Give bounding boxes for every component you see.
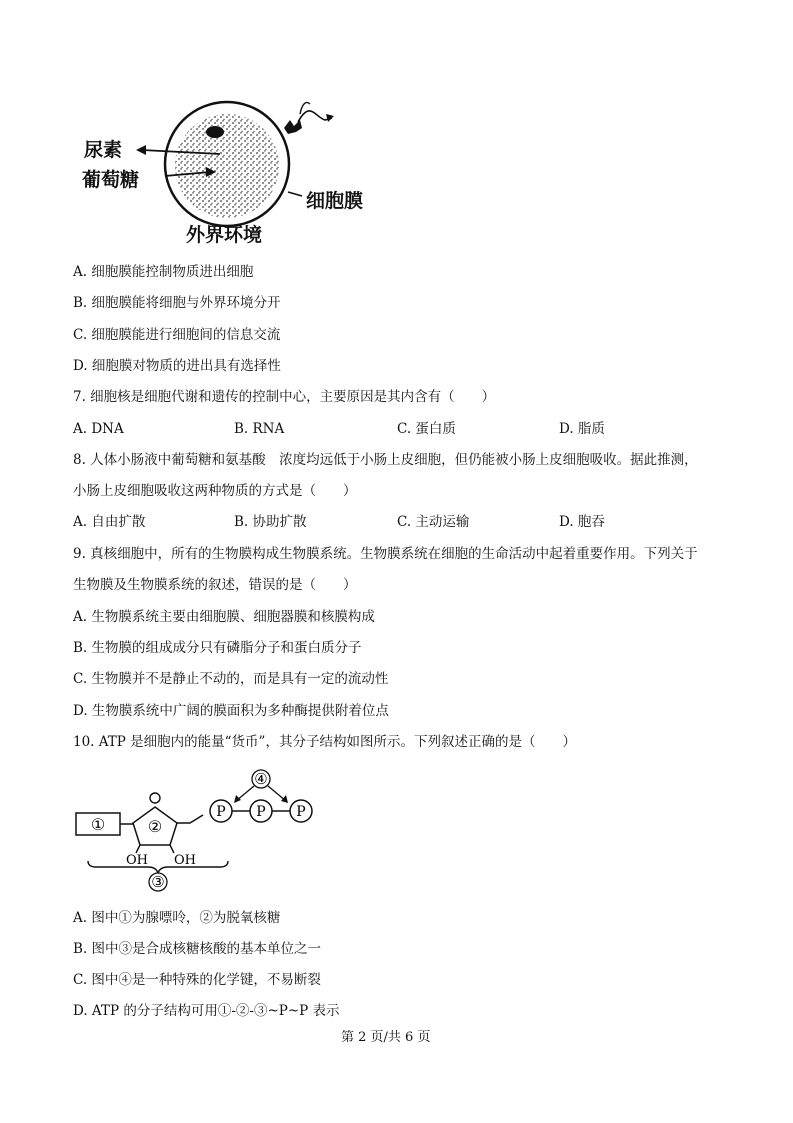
q10-stem: 10. ATP 是细胞内的能量“货币”，其分子结构如图所示。下列叙述正确的是（ ）	[73, 734, 576, 750]
q6-option-b: B. 细胞膜能将细胞与外界环境分开	[73, 295, 281, 311]
svg-text:P: P	[296, 804, 306, 820]
q9-option-a: A. 生物膜系统主要由细胞膜、细胞器膜和核膜构成	[73, 609, 375, 625]
q7-option-b: B. RNA	[234, 421, 285, 437]
q10-option-a: A. 图中①为腺嘌呤，②为脱氧核糖	[73, 910, 281, 926]
q10-option-d: D. ATP 的分子结构可用①-②-③~P~P 表示	[73, 1003, 340, 1019]
q10-option-b: B. 图中③是合成核糖核酸的基本单位之一	[73, 941, 322, 957]
q9-stem-line2: 生物膜及生物膜系统的叙述，错误的是（ ）	[73, 577, 357, 593]
q9-stem-line1: 9. 真核细胞中，所有的生物膜构成生物膜系统。生物膜系统在细胞的生命活动中起着重要作用。下列关于	[73, 546, 698, 562]
page-footer: 第 2 页/共 6 页	[341, 1030, 431, 1045]
q6-option-c: C. 细胞膜能进行细胞间的信息交流	[73, 327, 281, 343]
svg-text:P: P	[216, 804, 226, 820]
label-1: ①	[90, 815, 106, 834]
cell-cytoplasm	[175, 114, 279, 218]
label-4: ④	[254, 770, 268, 788]
q8-option-a: A. 自由扩散	[73, 514, 146, 530]
q9-option-d: D. 生物膜系统中广阔的膜面积为多种酶提供附着位点	[73, 703, 389, 719]
brace-3	[88, 861, 228, 873]
q8-option-c: C. 主动运输	[397, 514, 470, 530]
q9-option-c: C. 生物膜并不是静止不动的，而是具有一定的流动性	[73, 671, 389, 687]
q7-option-a: A. DNA	[73, 421, 124, 437]
q8-stem-line1: 8. 人体小肠液中葡萄糖和氨基酸 浓度均远低于小肠上皮细胞，但仍能被小肠上皮细胞吸收。据此推测，	[73, 452, 698, 468]
label-3: ③	[151, 873, 165, 891]
urea-label: 尿素	[84, 139, 123, 161]
q7-option-c: C. 蛋白质	[397, 421, 456, 437]
exiting-particle	[284, 120, 302, 134]
atp-structure-figure	[70, 765, 330, 895]
q6-option-d: D. 细胞膜对物质的进出具有选择性	[73, 358, 281, 374]
q8-stem-line2: 小肠上皮细胞吸收这两种物质的方式是（ ）	[73, 483, 357, 499]
membrane-pointer	[288, 192, 302, 196]
label-2: ②	[147, 817, 163, 836]
cell-membrane-figure	[70, 92, 380, 252]
atp-diagram	[70, 765, 330, 895]
q10-option-c: C. 图中④是一种特殊的化学键，不易断裂	[73, 972, 321, 988]
environment-label: 外界环境	[186, 224, 263, 246]
q7-stem: 7. 细胞核是细胞代谢和遗传的控制中心，主要原因是其内含有（ ）	[73, 389, 496, 405]
membrane-label: 细胞膜	[306, 190, 364, 212]
glucose-label: 葡萄糖	[82, 169, 140, 191]
q8-option-b: B. 协助扩散	[234, 514, 307, 530]
nucleus	[206, 126, 224, 138]
q8-option-d: D. 胞吞	[559, 514, 605, 530]
q9-option-b: B. 生物膜的组成成分只有磷脂分子和蛋白质分子	[73, 640, 362, 656]
oh-left: OH	[126, 853, 148, 868]
svg-text:P: P	[256, 804, 266, 820]
q6-option-a: A. 细胞膜能控制物质进出细胞	[73, 264, 254, 280]
oh-right: OH	[174, 853, 196, 868]
q7-option-d: D. 脂质	[559, 421, 605, 437]
